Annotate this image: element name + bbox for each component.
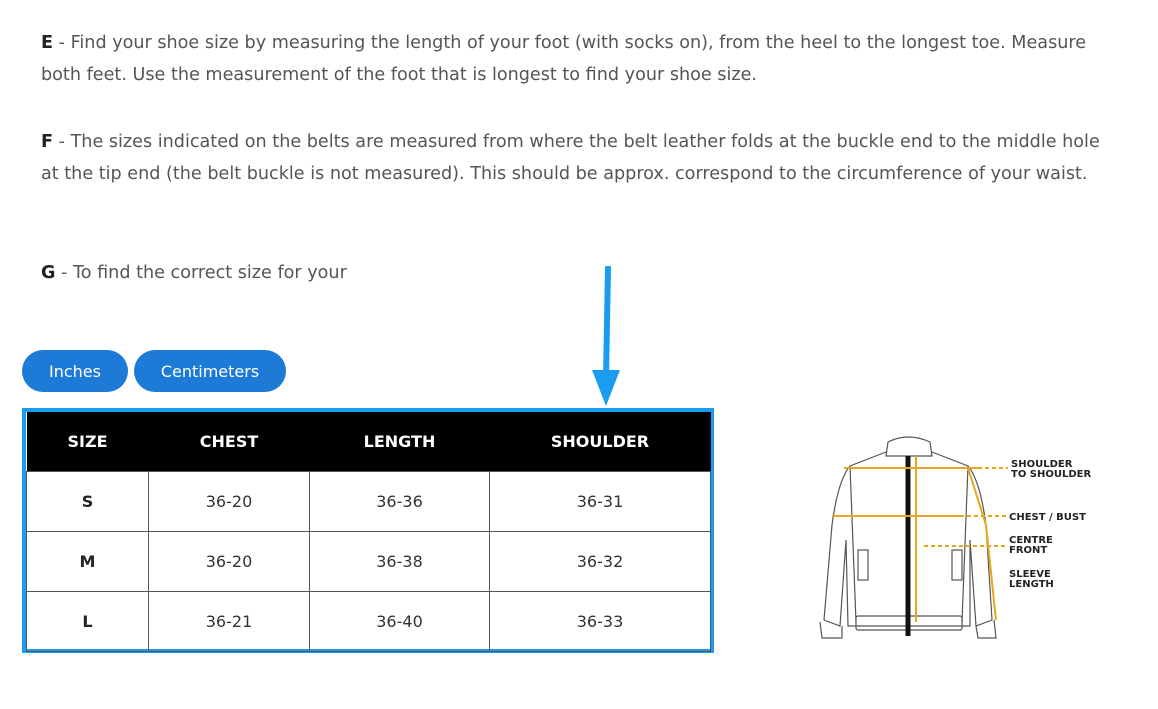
length-cell: 36-36 [310,472,490,532]
size-cell: M [27,532,149,592]
chest-cell: 36-20 [149,472,310,532]
table-row [27,592,711,652]
header-chest: CHEST [149,412,310,472]
shoulder-cell: 36-33 [490,592,711,652]
diagram-label-sleeve: SLEEVE [1009,569,1051,580]
paragraph-letter: E [41,32,54,53]
diagram-label-chest: CHEST / BUST [1009,512,1086,523]
chest-cell: 36-20 [149,532,310,592]
paragraph-letter: G [41,262,56,283]
header-length: LENGTH [310,412,490,472]
paragraph-g [41,257,1121,289]
arrow-down-icon [590,266,622,408]
table-row [27,472,711,532]
size-cell: S [27,472,149,532]
paragraph-text: - To find the correct size for your [55,262,347,283]
shoulder-cell: 36-31 [490,472,711,532]
length-cell: 36-40 [310,592,490,652]
size-cell: L [27,592,149,652]
diagram-label-centre: CENTRE [1009,535,1053,546]
shoulder-cell: 36-32 [490,532,711,592]
diagram-label-shoulder: TO SHOULDER [1011,469,1092,480]
length-cell: 36-38 [310,532,490,592]
diagram-label-centre: FRONT [1009,545,1048,556]
header-shoulder: SHOULDER [490,412,711,472]
size-table [22,408,714,653]
measure-lines-icon [832,456,1008,622]
diagram-label-shoulder: SHOULDER [1011,459,1073,470]
paragraph-letter: F [41,131,54,152]
diagram-label-sleeve: LENGTH [1009,579,1054,590]
table-row [27,532,711,592]
paragraph-f [41,126,1121,190]
header-size: SIZE [27,412,149,472]
chest-cell: 36-21 [149,592,310,652]
table-header-row [27,412,711,472]
paragraph-text: - Find your shoe size by measuring the length of your foot (with socks on), from the heel to the longest toe. Measure both feet. Use the measurement of the foot that is longest to find your shoe size. [41,32,1087,85]
centimeters-button[interactable]: Centimeters [134,350,286,392]
paragraph-e [41,27,1121,91]
paragraph-text: - The sizes indicated on the belts are measured from where the belt leather folds at the buckle end to the middle hole at the tip end (the belt buckle is not measured). This should be approx. correspond to the circumference of your waist. [41,131,1100,184]
inches-button[interactable]: Inches [22,350,128,392]
jacket-measurement-diagram [810,430,1110,650]
